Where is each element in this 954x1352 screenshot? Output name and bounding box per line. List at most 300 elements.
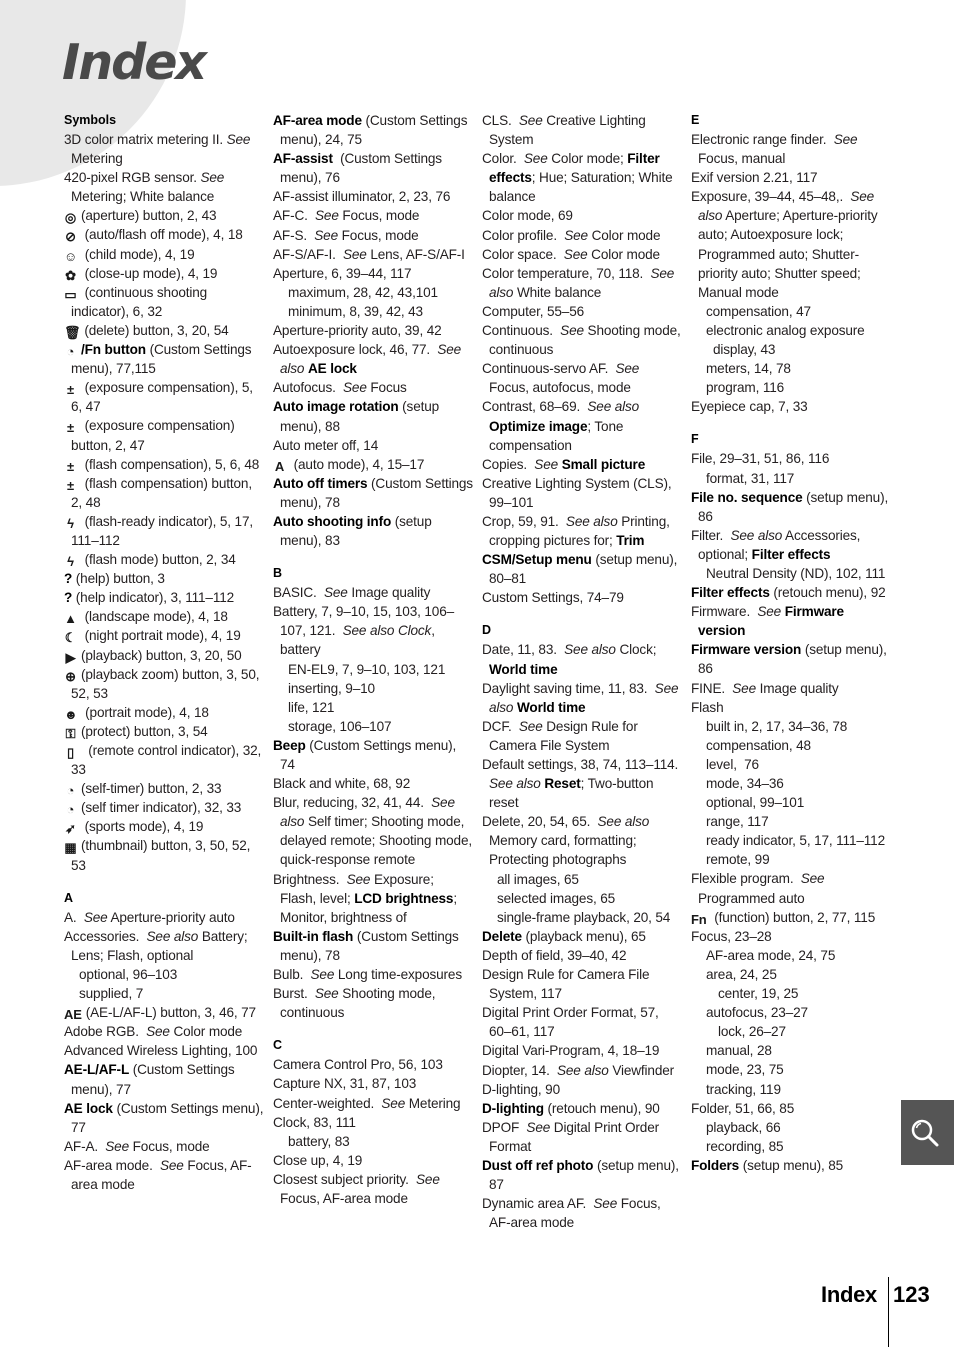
entry-text: (Custom Settings menu), 77,115	[71, 342, 256, 377]
entry-text: (exposure compensation) button, 2, 47	[71, 418, 239, 453]
see-reference: See also	[556, 1062, 609, 1078]
index-entry	[691, 488, 891, 526]
entry-text: range, 117	[706, 814, 769, 830]
entry-text: Autofocus.	[273, 380, 343, 396]
entry-text: autofocus, 23–27	[706, 1005, 808, 1021]
entry-text: all images, 65	[497, 871, 579, 887]
aperture-icon: ◎	[64, 210, 77, 226]
index-entry	[482, 111, 682, 149]
index-entry	[691, 698, 891, 717]
flash-off-icon: ⊘	[65, 229, 76, 245]
entry-text: Focus, mode	[338, 227, 419, 243]
index-entry	[273, 774, 473, 793]
flash-ready-icon: ϟ	[67, 515, 74, 531]
index-entry	[64, 378, 264, 416]
see-reference: See	[381, 1095, 406, 1111]
index-subentry	[691, 717, 891, 736]
entry-text: AF-area mode.	[64, 1157, 160, 1173]
bold-term: Auto off timers	[273, 475, 368, 491]
entry-text: D-lighting, 90	[482, 1081, 560, 1097]
entry-text: Custom Settings, 74–79	[482, 590, 624, 606]
entry-text: Closest subject priority.	[273, 1171, 417, 1187]
entry-text: Date, 11, 83.	[482, 642, 565, 658]
index-subentry	[691, 1041, 891, 1060]
entry-text: (child mode), 4, 19	[81, 246, 195, 262]
index-entry	[482, 1041, 682, 1060]
index-subentry	[64, 984, 264, 1003]
entry-text: level, 76	[706, 756, 759, 772]
index-entry	[64, 340, 264, 378]
sports-mode-icon: ➶	[65, 821, 76, 837]
index-entry	[273, 1074, 473, 1093]
index-entry	[64, 264, 264, 283]
entry-text: Image quality	[347, 585, 431, 601]
index-subentry	[482, 889, 682, 908]
index-subentry	[691, 755, 891, 774]
index-entry	[64, 321, 264, 340]
index-entry	[482, 1099, 682, 1118]
continuous-shooting-icon: ▭	[64, 286, 77, 302]
index-entry	[273, 455, 473, 474]
self-timer-indicator-icon: ◔	[66, 802, 75, 818]
delete-icon: 🗑	[64, 324, 81, 340]
see-reference: See	[564, 227, 588, 243]
index-subentry	[691, 965, 891, 984]
entry-text: DCF.	[482, 718, 519, 734]
entry-text: (retouch menu), 90	[543, 1100, 660, 1116]
index-entry	[273, 436, 473, 455]
entry-text: Diopter, 14.	[482, 1062, 557, 1078]
bold-term: Beep	[273, 737, 306, 753]
entry-text: Shooting mode, continuous	[280, 986, 439, 1021]
bold-term: ?	[64, 571, 76, 587]
entry-text: Color.	[482, 151, 524, 167]
entry-text: maximum, 28, 42, 43,101	[288, 284, 438, 300]
index-entry	[482, 1061, 682, 1080]
see-reference: See	[518, 113, 543, 128]
entry-text: (thumbnail) button, 3, 50, 52, 53	[71, 838, 254, 873]
index-entry	[691, 526, 891, 564]
entry-text: Focus, mode	[129, 1138, 210, 1154]
entry-text: Focus, AF-area mode	[280, 1171, 444, 1206]
entry-text: (retouch menu), 92	[769, 585, 886, 601]
see-reference: See	[146, 1024, 170, 1040]
index-entry	[273, 111, 473, 149]
see-reference: See	[518, 718, 543, 734]
index-entry	[273, 340, 473, 378]
entry-text: (continuous shooting indicator), 6, 32	[71, 284, 211, 319]
entry-text: Clock, 83, 111	[273, 1114, 356, 1130]
index-entry	[273, 321, 473, 340]
bold-term: Filter effects	[751, 546, 831, 562]
index-column-4	[691, 111, 891, 1175]
search-tab[interactable]	[901, 1100, 954, 1165]
index-entry	[482, 679, 682, 717]
see-reference: See	[323, 585, 348, 601]
entry-text: ; Monitor, brightness of	[280, 890, 461, 925]
landscape-icon: ▲	[64, 611, 77, 627]
index-subentry	[691, 1137, 891, 1156]
entry-text: storage, 106–107	[288, 718, 392, 734]
entry-text: Autoexposure lock, 46, 77.	[273, 342, 438, 358]
bold-term: Auto shooting info	[273, 513, 392, 529]
index-entry	[482, 359, 682, 397]
index-subentry	[273, 283, 473, 302]
index-entry	[64, 741, 264, 779]
thumbnail-icon: ▦	[64, 840, 77, 856]
index-entry	[482, 717, 682, 755]
entry-text: Viewfinder	[608, 1062, 675, 1078]
index-entry	[273, 793, 476, 869]
index-entry	[691, 679, 891, 698]
index-subentry	[691, 812, 891, 831]
entry-text: Flexible program.	[691, 871, 801, 887]
entry-text: 420-pixel RGB sensor.	[64, 170, 201, 186]
entry-text: (sports mode), 4, 19	[81, 819, 204, 835]
index-entry	[691, 640, 891, 678]
entry-text: battery, 83	[288, 1133, 350, 1149]
index-entry	[64, 474, 264, 512]
index-column-2	[273, 111, 477, 1208]
entry-text: center, 19, 25	[718, 986, 799, 1002]
entry-text: Metering; White balance	[71, 170, 228, 205]
entry-text: Focus, AF-area mode	[489, 1196, 664, 1231]
index-subentry	[691, 850, 891, 869]
see-reference: See	[732, 680, 756, 696]
entry-text: ; Hue; Saturation; White balance	[489, 170, 677, 205]
entry-text: mode, 23, 75	[706, 1062, 784, 1078]
index-entry	[64, 703, 264, 722]
index-entry	[64, 1041, 264, 1060]
entry-text: optional, 99–101	[706, 795, 805, 811]
entry-text: (setup menu), 86	[698, 489, 892, 524]
see-reference: See	[593, 1196, 618, 1212]
index-entry	[482, 1003, 682, 1041]
index-entry	[691, 168, 891, 187]
entry-text: Accessories.	[64, 928, 147, 944]
index-entry	[482, 455, 682, 474]
index-entry	[691, 908, 891, 927]
entry-text: Copies.	[482, 456, 535, 472]
entry-text: remote, 99	[706, 852, 770, 868]
entry-text: selected images, 65	[497, 890, 616, 906]
entry-text: AF-area mode, 24, 75	[706, 947, 836, 963]
index-entry	[64, 550, 264, 569]
bold-term: Folders	[691, 1157, 740, 1173]
entry-text: Capture NX, 31, 87, 103	[273, 1076, 417, 1092]
see-reference: See	[343, 380, 367, 396]
index-entry	[64, 908, 264, 927]
see-reference: See	[615, 361, 640, 377]
entry-text: Digital Vari-Program, 4, 18–19	[482, 1043, 660, 1059]
index-entry	[64, 245, 264, 264]
entry-text: (auto mode), 4, 15–17	[290, 456, 425, 472]
entry-text: Eyepiece cap, 7, 33	[691, 399, 808, 415]
see-reference: See also	[342, 623, 395, 639]
entry-text: Firmware.	[691, 604, 758, 620]
index-entry	[482, 302, 682, 321]
entry-text: Focus, mode	[338, 208, 420, 224]
entry-text: (protect) button, 3, 54	[81, 723, 208, 739]
bold-term: World time	[489, 661, 558, 677]
see-reference: See also	[280, 795, 459, 830]
bold-term: LCD brightness	[354, 890, 454, 906]
index-entry	[482, 588, 682, 607]
see-reference: See	[563, 246, 588, 262]
index-subentry	[691, 946, 891, 965]
bold-term: AE lock	[307, 361, 357, 377]
see-reference: See also	[587, 399, 640, 415]
index-entry	[482, 640, 682, 678]
index-subentry	[691, 774, 891, 793]
index-entry	[273, 1113, 473, 1132]
index-column-3	[482, 111, 686, 1232]
index-entry	[64, 779, 264, 798]
index-subentry	[691, 359, 891, 378]
entry-text: Battery; Lens; Flash, optional	[71, 928, 252, 963]
index-entry	[482, 474, 682, 512]
index-entry	[64, 455, 264, 474]
see-reference: See also	[730, 527, 783, 543]
entry-text: Continuous-servo AF.	[482, 361, 616, 377]
see-reference: See	[416, 1171, 440, 1187]
entry-text: ; Two-button reset	[489, 776, 658, 811]
entry-text: Depth of field, 39–40, 42	[482, 947, 627, 963]
index-entry	[273, 1151, 473, 1170]
index-entry	[273, 927, 473, 965]
entry-text: Black and white, 68, 92	[273, 776, 411, 792]
bold-term: Firmware version	[691, 642, 802, 658]
index-entry	[273, 264, 473, 283]
entry-text: recording, 85	[706, 1138, 784, 1154]
entry-text: (flash compensation), 5, 6, 48	[81, 456, 260, 472]
index-entry	[482, 1080, 682, 1099]
entry-text: A.	[64, 909, 84, 925]
index-entry	[691, 1156, 891, 1175]
index-subentry	[273, 302, 473, 321]
index-entry	[64, 206, 264, 225]
index-entry	[273, 602, 473, 659]
entry-text: EN-EL9, 7, 9–10, 103, 121	[288, 661, 446, 677]
index-entry	[691, 583, 891, 602]
entry-text: White balance	[513, 284, 602, 300]
see-reference: See also	[489, 680, 683, 715]
see-reference: See also	[564, 642, 616, 658]
entry-text: ; Tone compensation	[489, 418, 627, 453]
index-entry	[482, 149, 682, 206]
bold-term: Firmware version	[698, 604, 848, 639]
index-entry	[273, 378, 473, 397]
entry-text: Flash	[691, 699, 724, 715]
entry-text: (auto/flash off mode), 4, 18	[81, 227, 243, 243]
self-timer-button-icon: ◔	[66, 783, 75, 799]
entry-text: single-frame playback, 20, 54	[497, 909, 671, 925]
entry-text: Focus, 23–28	[691, 928, 772, 944]
bold-term: AF-area mode	[273, 113, 362, 128]
index-entry	[64, 1003, 264, 1022]
index-subentry	[691, 469, 891, 488]
index-entry	[64, 225, 264, 244]
entry-text: Digital Print Order Format, 57, 60–61, 117	[482, 1005, 663, 1040]
entry-text: Focus	[366, 380, 407, 396]
see-reference: See	[315, 208, 339, 224]
index-entry	[273, 1094, 473, 1113]
see-reference: See	[226, 132, 251, 147]
index-subentry	[273, 717, 473, 736]
see-reference: See	[105, 1138, 129, 1154]
index-entry	[273, 149, 473, 187]
entry-text: (setup menu), 88	[280, 399, 443, 434]
index-subentry	[273, 679, 473, 698]
page-number: 123	[893, 1282, 930, 1307]
see-reference: See also	[489, 265, 678, 300]
index-subentry	[482, 908, 682, 927]
see-reference: See	[314, 227, 338, 243]
remote-control-icon: ▯	[66, 745, 74, 760]
entry-text: (aperture) button, 2, 43	[81, 208, 217, 224]
bold-term: CSM/Setup menu	[482, 552, 592, 568]
entry-text: (landscape mode), 4, 18	[81, 609, 228, 625]
index-entry	[64, 416, 264, 454]
bold-term: Optimize image	[489, 418, 588, 434]
entry-text: Burst.	[273, 986, 315, 1002]
index-entry	[273, 397, 473, 435]
entry-text: Neutral Density (ND), 102, 111	[706, 565, 886, 581]
entry-text: (self timer indicator), 32, 33	[81, 800, 242, 816]
see-reference: See	[310, 967, 335, 983]
entry-text: (delete) button, 3, 20, 54	[84, 322, 229, 338]
index-subentry	[691, 793, 891, 812]
entry-text: (Custom Settings menu), 76	[280, 151, 446, 186]
index-entry	[273, 965, 473, 984]
self-timer-fn-icon: ◔	[66, 344, 75, 360]
index-entry	[273, 870, 473, 927]
entry-text: Camera Control Pro, 56, 103	[273, 1057, 443, 1073]
see-reference: See also	[146, 928, 199, 944]
footer-section-label: Index	[821, 1282, 877, 1307]
index-entry	[64, 130, 264, 168]
entry-text: AF-assist illuminator, 2, 23, 76	[273, 189, 451, 205]
entry-text: optional, 96–103	[79, 966, 178, 982]
entry-text: Image quality	[756, 680, 839, 696]
auto-mode-icon: A	[274, 458, 285, 474]
entry-text: Exif version 2.21, 117	[691, 170, 818, 186]
entry-text: Color profile.	[482, 227, 565, 243]
entry-text: format, 31, 117	[706, 470, 795, 486]
index-entry	[64, 927, 264, 965]
index-entry	[691, 397, 891, 416]
entry-text: Default settings, 38, 74, 113–114.	[482, 757, 686, 772]
entry-text: AF-A.	[64, 1138, 106, 1154]
entry-text: (flash mode) button, 2, 34	[81, 552, 236, 568]
index-entry	[691, 449, 891, 468]
index-entry	[64, 646, 264, 665]
entry-text: playback, 66	[706, 1119, 781, 1135]
bold-term: Trim	[616, 533, 645, 549]
entry-text: Aperture-priority auto, 39, 42	[273, 323, 442, 339]
index-entry	[64, 836, 264, 874]
see-reference: See	[342, 246, 367, 262]
index-entry	[482, 397, 682, 454]
entry-text: compensation, 47	[706, 303, 811, 319]
index-entry	[691, 187, 891, 302]
entry-text: Brightness.	[273, 871, 347, 887]
entry-text: program, 116	[706, 380, 785, 396]
entry-text: Printing, cropping pictures for;	[489, 513, 674, 549]
entry-text: Metering	[71, 132, 254, 167]
see-reference: See	[757, 604, 782, 620]
index-entry	[482, 206, 682, 225]
entry-text: 3D color matrix metering II.	[64, 132, 227, 147]
entry-text: (flash compensation) button, 2, 48	[71, 475, 256, 510]
entry-text: (setup menu), 83	[280, 513, 436, 549]
bold-term: Filter effects	[489, 151, 664, 186]
index-subentry	[273, 698, 473, 717]
entry-text: (playback) button, 3, 20, 50	[81, 647, 242, 663]
index-entry	[482, 226, 682, 245]
entry-text: Color mode;	[547, 151, 628, 167]
entry-text: Color mode	[169, 1024, 243, 1040]
index-subentry	[691, 564, 891, 583]
see-reference: See also	[565, 513, 618, 529]
index-entry	[482, 1194, 682, 1232]
entry-text: (setup menu), 80–81	[489, 552, 681, 587]
entry-text: electronic analog exposure display, 43	[706, 322, 869, 358]
see-reference: See	[523, 151, 548, 167]
index-entry	[482, 812, 682, 869]
index-entry	[482, 321, 685, 359]
index-entry	[482, 550, 682, 588]
see-reference: See	[346, 871, 371, 887]
index-column-1	[64, 111, 267, 1194]
entry-text: AF-S/AF-I.	[273, 246, 343, 262]
see-reference: See also	[597, 814, 650, 830]
index-subentry	[691, 1118, 891, 1137]
index-entry	[64, 569, 264, 588]
bold-term: Filter effects	[691, 585, 770, 601]
bold-term: D-lighting	[482, 1100, 544, 1116]
entry-text: mode, 34–36	[706, 776, 784, 791]
entry-text: Focus, manual	[698, 132, 862, 167]
entry-text: (self-timer) button, 2, 33	[81, 781, 222, 797]
index-entry	[482, 1156, 682, 1194]
entry-text: (playback zoom) button, 3, 50, 52, 53	[71, 666, 263, 701]
entry-text: compensation, 48	[706, 737, 811, 753]
entry-text: Clock;	[615, 642, 660, 658]
index-entry	[273, 245, 473, 264]
index-letter-heading: E	[691, 113, 700, 127]
index-entry	[273, 206, 473, 225]
flash-compensation-icon: ±	[67, 458, 74, 474]
entry-text: Color mode	[587, 246, 660, 262]
entry-text: Color mode, 69	[482, 208, 573, 224]
entry-text: Filter.	[691, 527, 731, 543]
entry-text: (Custom Settings menu), 74	[280, 737, 460, 772]
index-entry	[482, 512, 682, 550]
index-subentry	[691, 984, 891, 1003]
index-entry	[64, 168, 264, 206]
entry-text: tracking, 119	[706, 1081, 781, 1097]
index-entry	[64, 512, 264, 550]
entry-text: Lens, AF-S/AF-I	[366, 246, 465, 262]
index-entry	[482, 965, 682, 1003]
playback-zoom-icon: ⊕	[65, 668, 76, 684]
entry-text: Aperture-priority auto	[107, 909, 235, 925]
page-title: Index	[62, 34, 206, 91]
entry-text: Color space.	[482, 246, 564, 262]
entry-text: Design Rule for Camera File System, 117	[482, 967, 654, 1002]
entry-text: Continuous.	[482, 323, 561, 339]
